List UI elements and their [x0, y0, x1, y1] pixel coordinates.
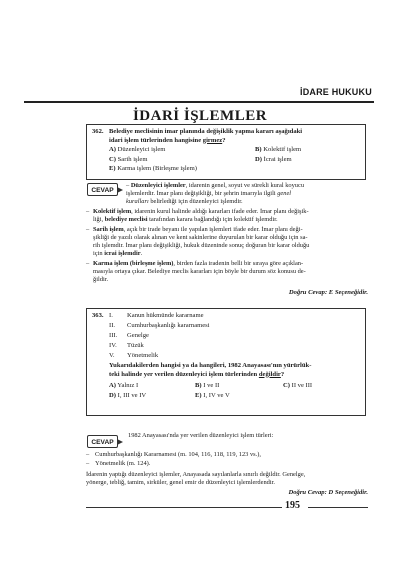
bullet-dash: –: [86, 451, 90, 458]
list-item: Tüzük: [127, 342, 144, 349]
question-stem-line: Belediye meclisinin imar planında değişiklik yapma kararı aşağıdaki: [109, 128, 303, 135]
list-item: II.: [109, 322, 116, 329]
question-number: 362.: [92, 128, 104, 135]
answer-paragraph: Sarih işlem, açık bir irade beyanı ile yapılan işlemleri ifade eder. İmar planı deği-: [93, 226, 303, 233]
list-item: III.: [109, 332, 118, 339]
footer-rule-left: [86, 507, 282, 508]
cevap-label: CEVAP: [87, 183, 118, 196]
option-b: B) I ve II: [195, 382, 220, 389]
footer-rule-right: [308, 507, 368, 508]
answer-paragraph: ğildir.: [93, 276, 109, 283]
answer-paragraph: – Düzenleyici işlemler, idarenin genel, soyut ve sürekli kural koyucu: [126, 182, 305, 189]
option-a: A) Düzenleyici işlem: [109, 146, 166, 153]
answer-paragraph: liği, belediye meclisi tarafından karara bağlandığı için kolektif işlemdir.: [93, 216, 278, 223]
header-rule: [24, 101, 374, 103]
option-c: C) II ve III: [283, 382, 313, 389]
option-d: D) I, III ve IV: [109, 391, 147, 399]
answer-paragraph: İdarenin yaptığı düzenleyici işlemler, Anayasada sayılanlarla sınırlı değildir. Genelge,: [86, 471, 306, 478]
bullet-dash: –: [86, 208, 90, 215]
answer-paragraph: rih işlemdir. İmar planı değişikliği, hukuk düzeninde sonuç doğuran bir karar olduğu: [93, 242, 310, 249]
bullet-dash: –: [86, 460, 90, 467]
question-363-box: [86, 308, 366, 416]
question-stem-line: Yukarıdakilerden hangisi ya da hangileri, 1982 Anayasası'nın yürürlük-: [109, 362, 312, 369]
correct-answer: Doğru Cevap: D Seçeneğidir.: [288, 489, 368, 496]
list-item: Kanun hükmünde kararname: [127, 312, 204, 319]
question-number: 363.: [92, 312, 104, 319]
negative-keyword: girmez: [202, 136, 223, 144]
answer-paragraph: şikliği de yazılı olarak alınan ve kent sakinlerine duyurulan bir karar olduğu için sa-: [93, 234, 308, 241]
page-number: 195: [285, 500, 300, 511]
answer-paragraph: Karma işlem (birleşme işlem), birden fazla iradenin belli bir sıraya göre açıklan-: [93, 260, 304, 267]
bullet-dash: –: [86, 226, 90, 233]
answer-paragraph: işlemlerdir. İmar planı değişikliği, bir şehrin imarıyla ilgili genel: [126, 190, 292, 197]
question-stem-line: idari işlem türlerinden hangisine girmez?: [109, 136, 226, 144]
option-a: A) Yalnız I: [109, 382, 139, 389]
option-e: E) I, IV ve V: [195, 391, 230, 399]
question-362-box: [86, 124, 366, 180]
section-header: İDARE HUKUKU: [300, 87, 372, 97]
answer-paragraph: için icrai işlemdir.: [93, 250, 143, 257]
list-item: IV.: [109, 342, 117, 349]
correct-answer: Doğru Cevap: E Seçeneğidir.: [288, 289, 368, 296]
list-item: Cumhurbaşkanlığı kararnamesi: [127, 322, 210, 329]
question-stem-line: teki halinde yer verilen düzenleyici işlem türlerinden değildir?: [109, 370, 285, 378]
list-item: V.: [109, 352, 115, 359]
list-item: Yönetmelik: [127, 352, 159, 359]
page-title: İDARİ İŞLEMLER: [132, 108, 268, 124]
answer-intro: 1982 Anayasası'nda yer verilen düzenleyici işlem türleri:: [128, 432, 274, 439]
list-item: I.: [109, 312, 113, 319]
answer-bullet: Cumhurbaşkanlığı Kararnamesi (m. 104, 116, 118, 119, 123 vs.),: [95, 451, 261, 458]
answer-paragraph: yönerge, tebliğ, tamim, sirküler, genel emir de düzenleyici işlemlerdendir.: [86, 479, 275, 486]
negative-keyword: değildir: [258, 370, 281, 378]
answer-paragraph: masıyla ortaya çıkar. Belediye meclis kararları için böyle bir durum söz konusu de-: [93, 268, 306, 275]
option-b: B) Kolektif işlem: [255, 146, 302, 153]
answer-paragraph: Kolektif işlem, idarenin kurul halinde aldığı kararları ifade eder. İmar planı değişik-: [93, 208, 309, 215]
cevap-label: CEVAP: [87, 435, 118, 448]
option-e: E) Karma işlem (Birleşme işlem): [109, 165, 197, 172]
answer-paragraph: kuralları belirlediği için düzenleyici işlemdir.: [126, 198, 243, 205]
option-c: C) Sarih işlem: [109, 155, 148, 163]
bullet-dash: –: [86, 260, 90, 267]
option-d: D) İcrai işlem: [255, 155, 292, 163]
answer-bullet: Yönetmelik (m. 124).: [95, 460, 151, 467]
list-item: Genelge: [127, 332, 149, 339]
